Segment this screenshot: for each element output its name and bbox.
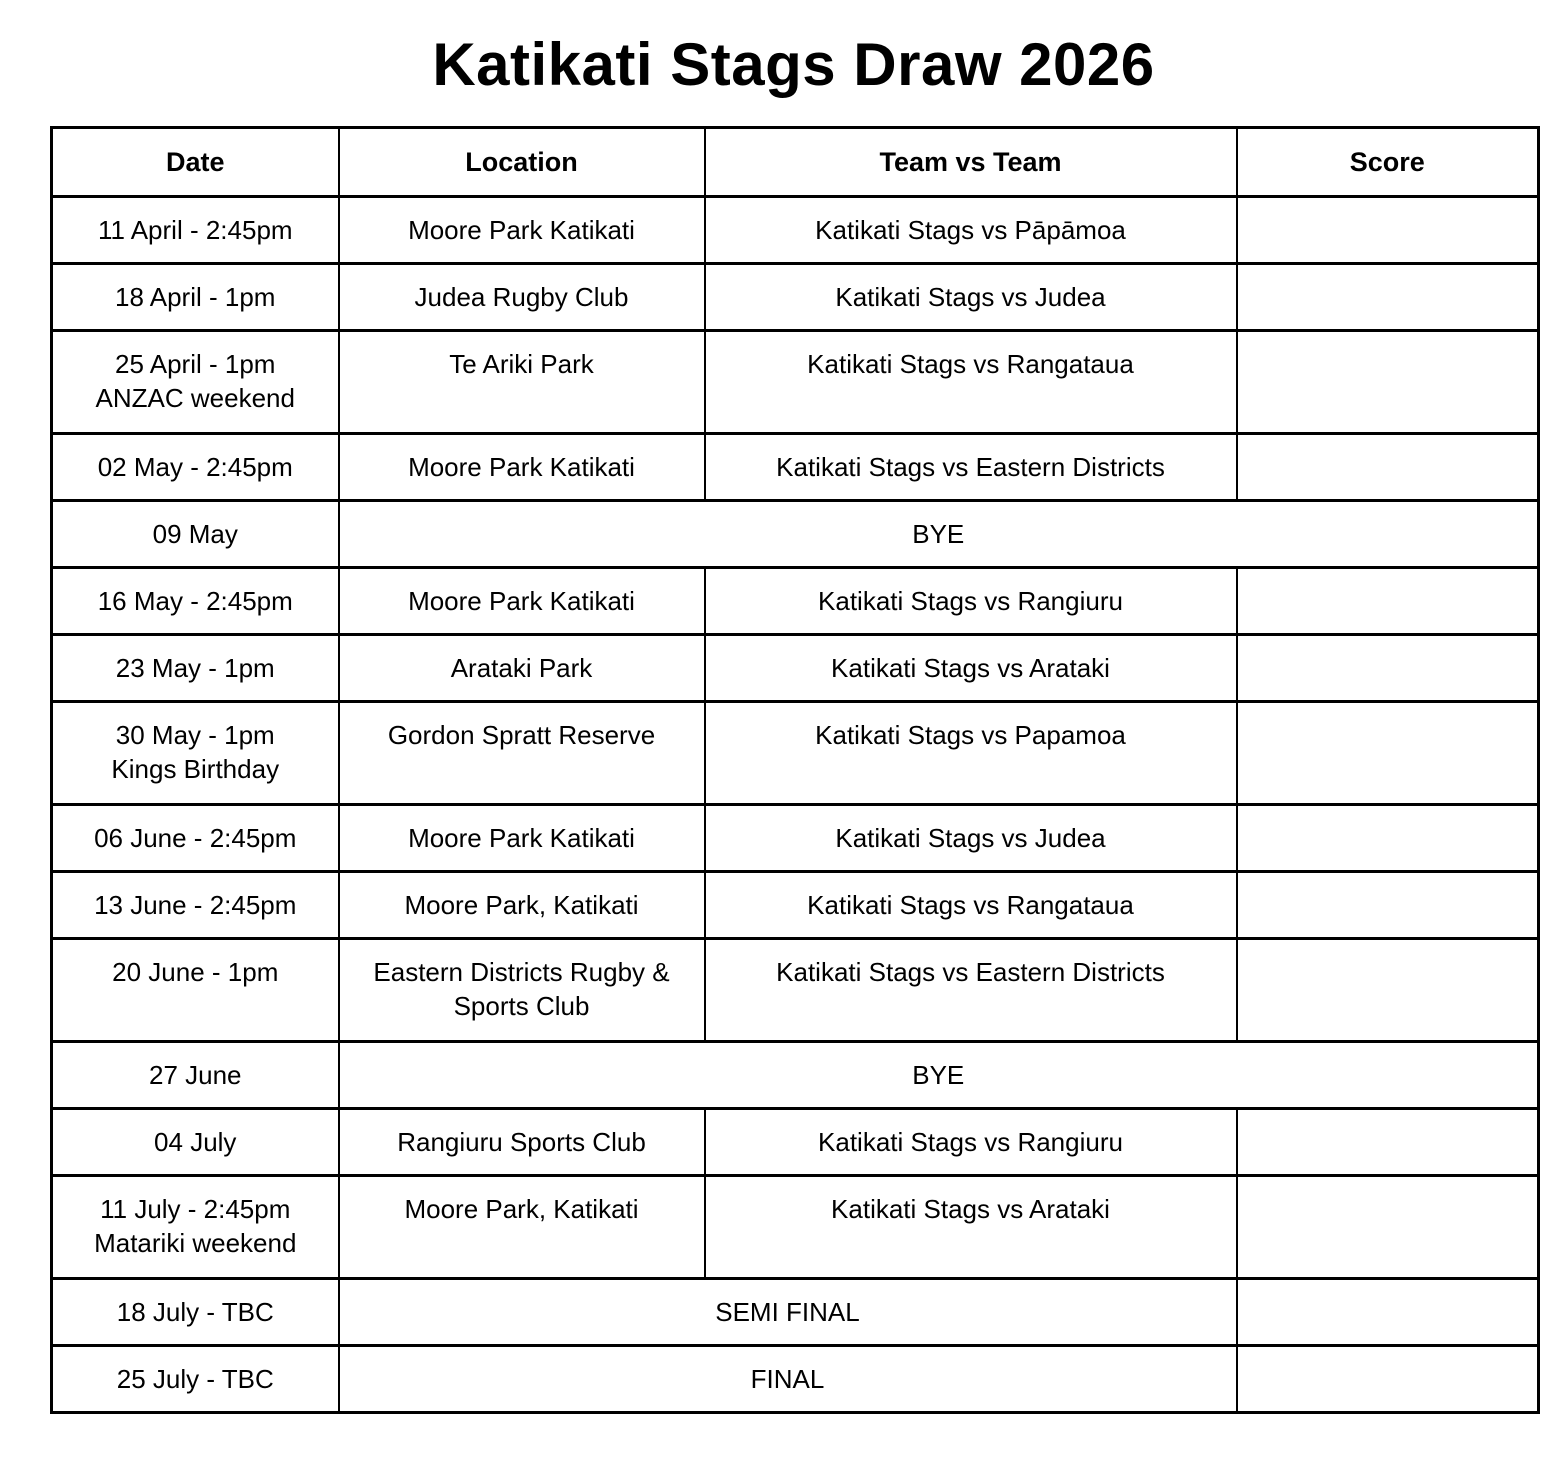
score-cell xyxy=(1237,702,1539,805)
score-cell xyxy=(1237,1279,1539,1346)
header-date: Date xyxy=(52,128,339,197)
location-cell: Moore Park Katikati xyxy=(339,568,705,635)
location-cell: Judea Rugby Club xyxy=(339,264,705,331)
date-cell: 18 April - 1pm xyxy=(52,264,339,331)
location-cell: Moore Park, Katikati xyxy=(339,872,705,939)
score-cell xyxy=(1237,1176,1539,1279)
team-cell: Katikati Stags vs Arataki xyxy=(705,635,1237,702)
semi-final-row xyxy=(52,1279,1539,1346)
location-cell: Arataki Park xyxy=(339,635,705,702)
date-cell: 20 June - 1pm xyxy=(52,939,339,1042)
score-cell xyxy=(1237,1346,1539,1413)
location-cell: Moore Park Katikati xyxy=(339,197,705,264)
table-row xyxy=(52,434,1539,501)
bye-row xyxy=(52,1042,1539,1109)
team-cell: Katikati Stags vs Rangiuru xyxy=(705,1109,1237,1176)
header-score: Score xyxy=(1237,128,1539,197)
table-row xyxy=(52,805,1539,872)
stage-cell: FINAL xyxy=(339,1346,1237,1413)
table-row xyxy=(52,568,1539,635)
score-cell xyxy=(1237,331,1539,434)
score-cell xyxy=(1237,264,1539,331)
bye-cell: BYE xyxy=(339,1042,1539,1109)
date-line-1: 30 May - 1pm xyxy=(115,720,275,750)
date-cell xyxy=(52,1176,339,1279)
bye-cell: BYE xyxy=(339,501,1539,568)
date-cell: 25 July - TBC xyxy=(52,1346,339,1413)
bye-row xyxy=(52,501,1539,568)
date-cell xyxy=(52,702,339,805)
table-row xyxy=(52,331,1539,434)
date-cell: 06 June - 2:45pm xyxy=(52,805,339,872)
team-cell: Katikati Stags vs Eastern Districts xyxy=(705,434,1237,501)
date-cell: 09 May xyxy=(52,501,339,568)
score-cell xyxy=(1237,197,1539,264)
date-cell: 13 June - 2:45pm xyxy=(52,872,339,939)
team-cell: Katikati Stags vs Pāpāmoa xyxy=(705,197,1237,264)
location-cell: Moore Park Katikati xyxy=(339,434,705,501)
table-row xyxy=(52,702,1539,805)
date-cell: 18 July - TBC xyxy=(52,1279,339,1346)
score-cell xyxy=(1237,872,1539,939)
date-cell: 04 July xyxy=(52,1109,339,1176)
score-cell xyxy=(1237,1109,1539,1176)
location-cell: Gordon Spratt Reserve xyxy=(339,702,705,805)
score-cell xyxy=(1237,805,1539,872)
team-cell: Katikati Stags vs Rangataua xyxy=(705,872,1237,939)
date-cell: 23 May - 1pm xyxy=(52,635,339,702)
table-row xyxy=(52,1109,1539,1176)
draw-table xyxy=(50,126,1540,1414)
location-cell: Moore Park Katikati xyxy=(339,805,705,872)
location-cell: Rangiuru Sports Club xyxy=(339,1109,705,1176)
date-line-1: 25 April - 1pm xyxy=(115,349,276,379)
header-row xyxy=(52,128,1539,197)
final-row xyxy=(52,1346,1539,1413)
date-cell: 27 June xyxy=(52,1042,339,1109)
stage-cell: SEMI FINAL xyxy=(339,1279,1237,1346)
team-cell: Katikati Stags vs Eastern Districts xyxy=(705,939,1237,1042)
table-row xyxy=(52,635,1539,702)
score-cell xyxy=(1237,434,1539,501)
date-line-2: ANZAC weekend xyxy=(95,383,295,413)
date-line-2: Matariki weekend xyxy=(94,1228,297,1258)
date-line-1: 11 July - 2:45pm xyxy=(100,1194,291,1224)
team-cell: Katikati Stags vs Judea xyxy=(705,264,1237,331)
team-cell: Katikati Stags vs Rangiuru xyxy=(705,568,1237,635)
date-line-2: Kings Birthday xyxy=(111,754,280,784)
score-cell xyxy=(1237,939,1539,1042)
score-cell xyxy=(1237,635,1539,702)
team-cell: Katikati Stags vs Judea xyxy=(705,805,1237,872)
location-cell: Te Ariki Park xyxy=(339,331,705,434)
date-cell: 11 April - 2:45pm xyxy=(52,197,339,264)
team-cell: Katikati Stags vs Papamoa xyxy=(705,702,1237,805)
team-cell: Katikati Stags vs Rangataua xyxy=(705,331,1237,434)
table-row xyxy=(52,264,1539,331)
header-location: Location xyxy=(339,128,705,197)
header-team: Team vs Team xyxy=(705,128,1237,197)
date-cell xyxy=(52,331,339,434)
table-row xyxy=(52,872,1539,939)
location-cell: Moore Park, Katikati xyxy=(339,1176,705,1279)
page-title: Katikati Stags Draw 2026 xyxy=(432,31,1155,98)
date-cell: 02 May - 2:45pm xyxy=(52,434,339,501)
table-row xyxy=(52,197,1539,264)
table-row xyxy=(52,939,1539,1042)
date-cell: 16 May - 2:45pm xyxy=(52,568,339,635)
team-cell: Katikati Stags vs Arataki xyxy=(705,1176,1237,1279)
location-cell: Eastern Districts Rugby & Sports Club xyxy=(339,939,705,1042)
table-row xyxy=(52,1176,1539,1279)
score-cell xyxy=(1237,568,1539,635)
